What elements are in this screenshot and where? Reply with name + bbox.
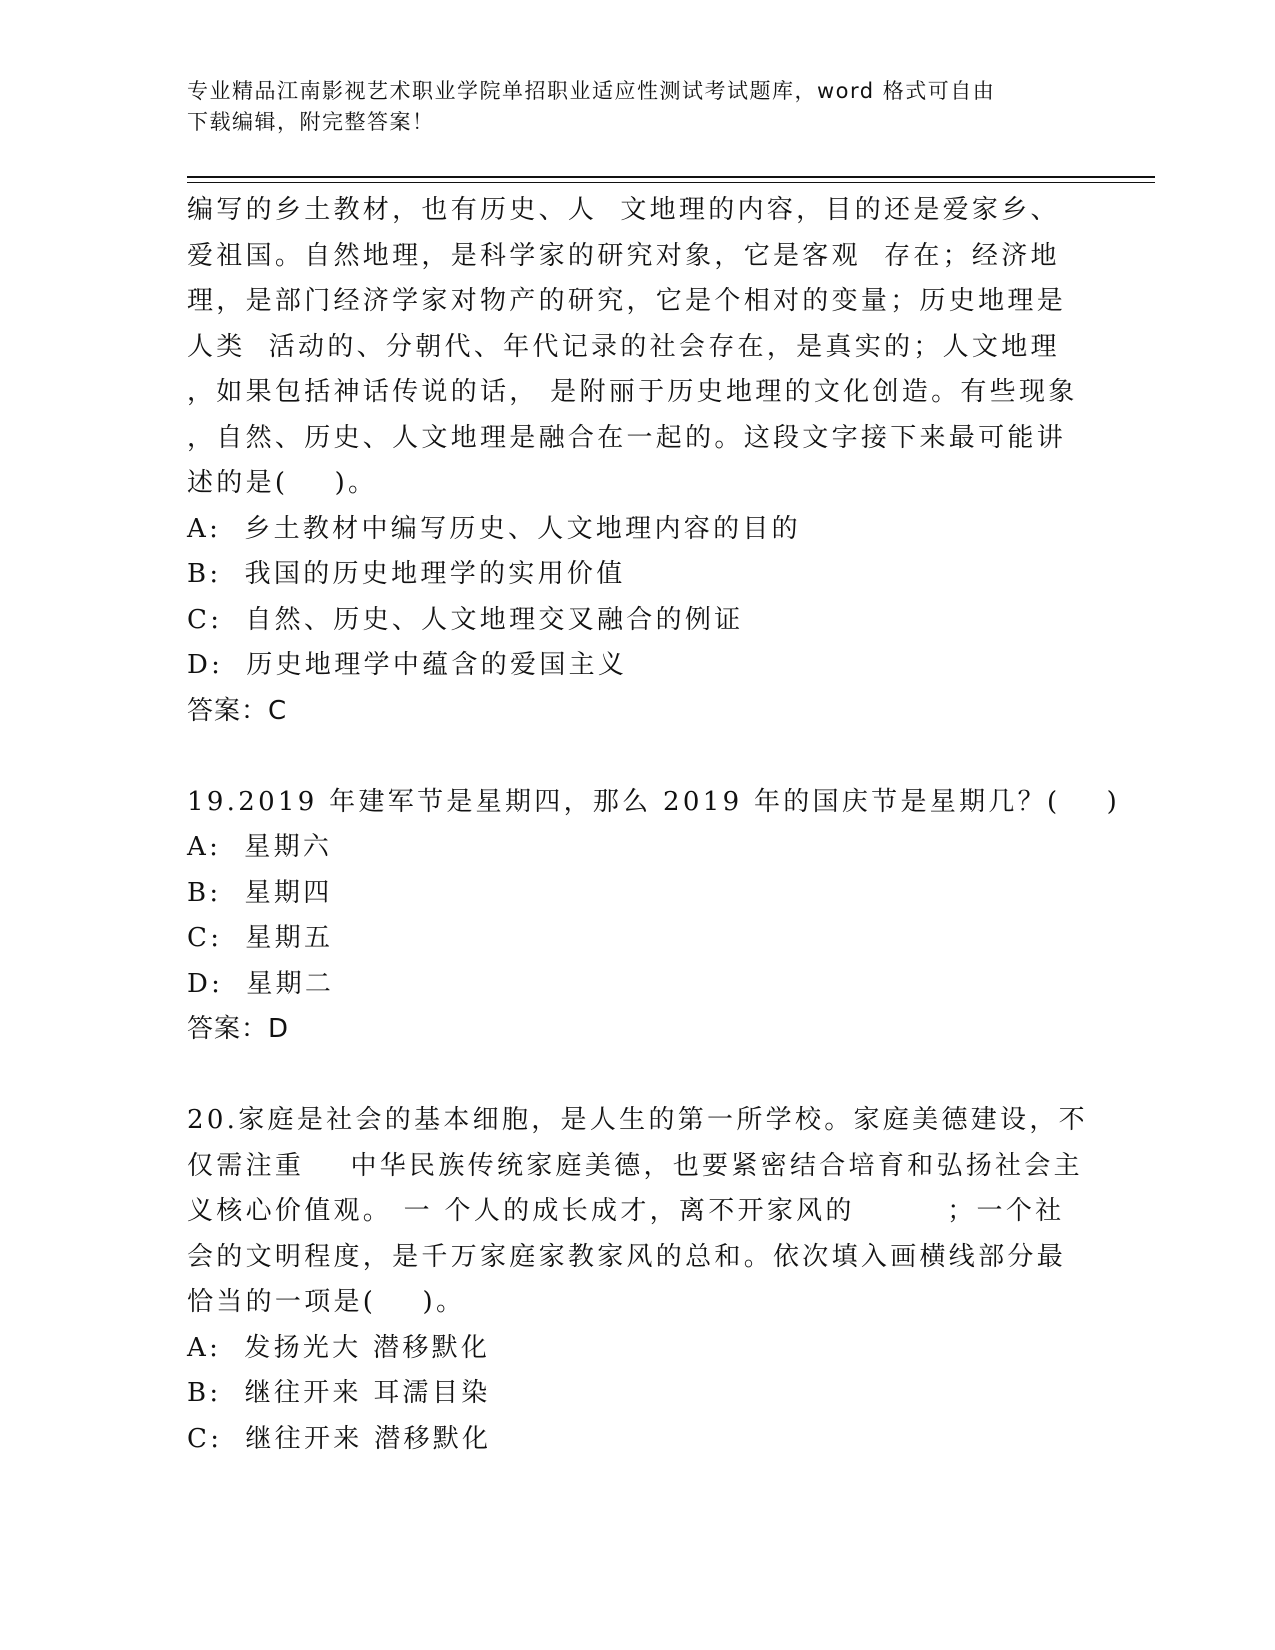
question-text-line: ，自然、历史、人文地理是融合在一起的。这段文字接下来最可能讲 — [187, 422, 1067, 453]
header-line-2: 下载编辑，附完整答案！ — [187, 110, 435, 134]
question-text-line: 义核心价值观。 一 个人的成长成才，离不开家风的 ；一个社 — [187, 1196, 1065, 1226]
question-18 — [187, 188, 1087, 734]
header-line-1: 专业精品江南影视艺术职业学院单招职业适应性测试考试题库，word 格式可自由 — [187, 79, 996, 103]
question-text-line: 述的是( )。 — [187, 468, 378, 498]
questions-content — [187, 188, 1121, 1462]
answer-line: 答案：C — [187, 695, 288, 726]
question-text-line: 理，是部门经济学家对物产的研究，它是个相对的变量；历史地理是 — [187, 286, 1067, 316]
question-text-line: 20.家庭是社会的基本细胞，是人生的第一所学校。家庭美德建设，不 — [187, 1105, 1088, 1135]
option-b: B: 星期四 — [187, 877, 333, 908]
question-19 — [187, 780, 1121, 1053]
spacer — [187, 1053, 1087, 1099]
option-a: A: 星期六 — [187, 832, 333, 862]
question-text-line: ，如果包括神话传说的话， 是附丽于历史地理的文化创造。有些现象 — [187, 377, 1078, 407]
question-text-line: 爱祖国。自然地理，是科学家的研究对象，它是客观 存在；经济地 — [187, 240, 1060, 271]
question-text-line: 会的文明程度，是千万家庭家教家风的总和。依次填入画横线部分最 — [187, 1241, 1067, 1272]
question-20 — [187, 1098, 1087, 1462]
page-header — [187, 76, 1067, 138]
question-text-line: 人类 活动的、分朝代、年代记录的社会存在，是真实的；人文地理 — [187, 331, 1060, 362]
option-c: C: 继往开来 潜移默化 — [187, 1423, 492, 1454]
option-d: D: 历史地理学中蕴含的爱国主义 — [187, 650, 628, 680]
option-c: C: 星期五 — [187, 923, 334, 953]
header-rule-thick — [187, 176, 1155, 178]
question-text-line: 19.2019 年建军节是星期四，那么 2019 年的国庆节是星期几？( ) — [187, 786, 1121, 817]
question-text-line: 仅需注重 中华民族传统家庭美德，也要紧密结合培育和弘扬社会主 — [187, 1150, 1083, 1181]
option-b: B: 我国的历史地理学的实用价值 — [187, 559, 626, 589]
answer-line: 答案：D — [187, 1014, 290, 1044]
question-text-line: 恰当的一项是( )。 — [187, 1287, 466, 1317]
option-d: D: 星期二 — [187, 968, 335, 999]
option-a: A: 乡土教材中编写历史、人文地理内容的目的 — [187, 513, 801, 544]
spacer — [187, 734, 1087, 780]
header-rule-thin — [187, 182, 1155, 183]
option-c: C: 自然、历史、人文地理交叉融合的例证 — [187, 604, 744, 635]
option-a: A: 发扬光大 潜移默化 — [187, 1332, 491, 1363]
question-text-line: 编写的乡土教材，也有历史、人 文地理的内容，目的还是爱家乡、 — [187, 195, 1060, 225]
option-b: B: 继往开来 耳濡目染 — [187, 1378, 491, 1408]
